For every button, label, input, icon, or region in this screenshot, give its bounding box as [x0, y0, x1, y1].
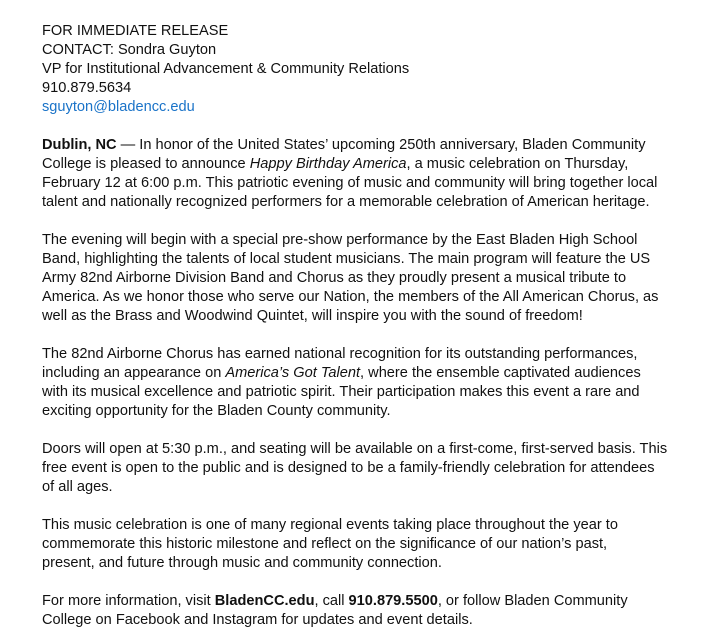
line — [42, 592, 702, 611]
line: College on Facebook and Instagram for updates and event details. — [42, 612, 473, 628]
contact-email — [42, 98, 702, 117]
text: , call — [314, 593, 349, 609]
text: For more information, visit — [42, 593, 215, 609]
contact-phone: 910.879.5634 — [42, 80, 132, 96]
line: with its musical excellence and patriotic spirit. Their participation makes this event a rare and — [42, 384, 640, 400]
text: , or follow Bladen Community — [437, 593, 628, 609]
line — [42, 155, 702, 174]
info-phone: 910.879.5500 — [348, 593, 438, 609]
paragraph-doors — [42, 440, 702, 497]
website: BladenCC.edu — [214, 593, 315, 609]
line — [42, 136, 702, 155]
line: Doors will open at 5:30 p.m., and seating will be available on a first-come, first-served basis. This — [42, 441, 668, 457]
line: This music celebration is one of many regional events taking place throughout the year to — [42, 517, 618, 533]
text: including an appearance on — [42, 365, 226, 381]
line: exciting opportunity for the Bladen County community. — [42, 403, 391, 419]
contact-block — [42, 22, 702, 117]
text: , a music celebration on Thursday, — [406, 156, 629, 172]
line: Army 82nd Airborne Division Band and Chorus as they proudly present a musical tribute to — [42, 270, 627, 286]
contact-title: VP for Institutional Advancement & Community Relations — [42, 61, 410, 77]
paragraph-more-info — [42, 592, 702, 630]
line: free event is open to the public and is designed to be a family-friendly celebration for attendees — [42, 460, 655, 476]
line: America. As we honor those who serve our Nation, the members of the All American Chorus, as — [42, 289, 659, 305]
line: commemorate this historic milestone and reflect on the significance of our nation’s past, — [42, 536, 608, 552]
event-title: Happy Birthday America — [249, 156, 407, 172]
release-label: FOR IMMEDIATE RELEASE — [42, 23, 229, 39]
email-link[interactable]: sguyton@bladencc.edu — [42, 99, 195, 115]
contact-name: CONTACT: Sondra Guyton — [42, 42, 217, 58]
paragraph-celebration — [42, 516, 702, 573]
line: The 82nd Airborne Chorus has earned national recognition for its outstanding performances, — [42, 346, 638, 362]
paragraph-program — [42, 231, 702, 326]
paragraph-intro — [42, 136, 702, 212]
line: The evening will begin with a special pre-show performance by the East Bladen High School — [42, 232, 638, 248]
line: well as the Brass and Woodwind Quintet, will inspire you with the sound of freedom! — [42, 308, 583, 324]
line: Band, highlighting the talents of local student musicians. The main program will feature the US — [42, 251, 651, 267]
text: , where the ensemble captivated audiences — [360, 365, 641, 381]
line — [42, 364, 702, 383]
line: of all ages. — [42, 479, 113, 495]
dateline: Dublin, NC — [42, 137, 117, 153]
text: — In honor of the United States’ upcoming 250th anniversary, Bladen Community — [116, 137, 646, 153]
line: February 12 at 6:00 p.m. This patriotic evening of music and community will bring together local — [42, 175, 658, 191]
show-title: America’s Got Talent — [225, 365, 361, 381]
text: College is pleased to announce — [42, 156, 250, 172]
paragraph-chorus — [42, 345, 702, 421]
line: talent and nationally recognized performers for a memorable celebration of American heritage. — [42, 194, 650, 210]
line: present, and future through music and community connection. — [42, 555, 442, 571]
press-release-document — [42, 22, 702, 630]
